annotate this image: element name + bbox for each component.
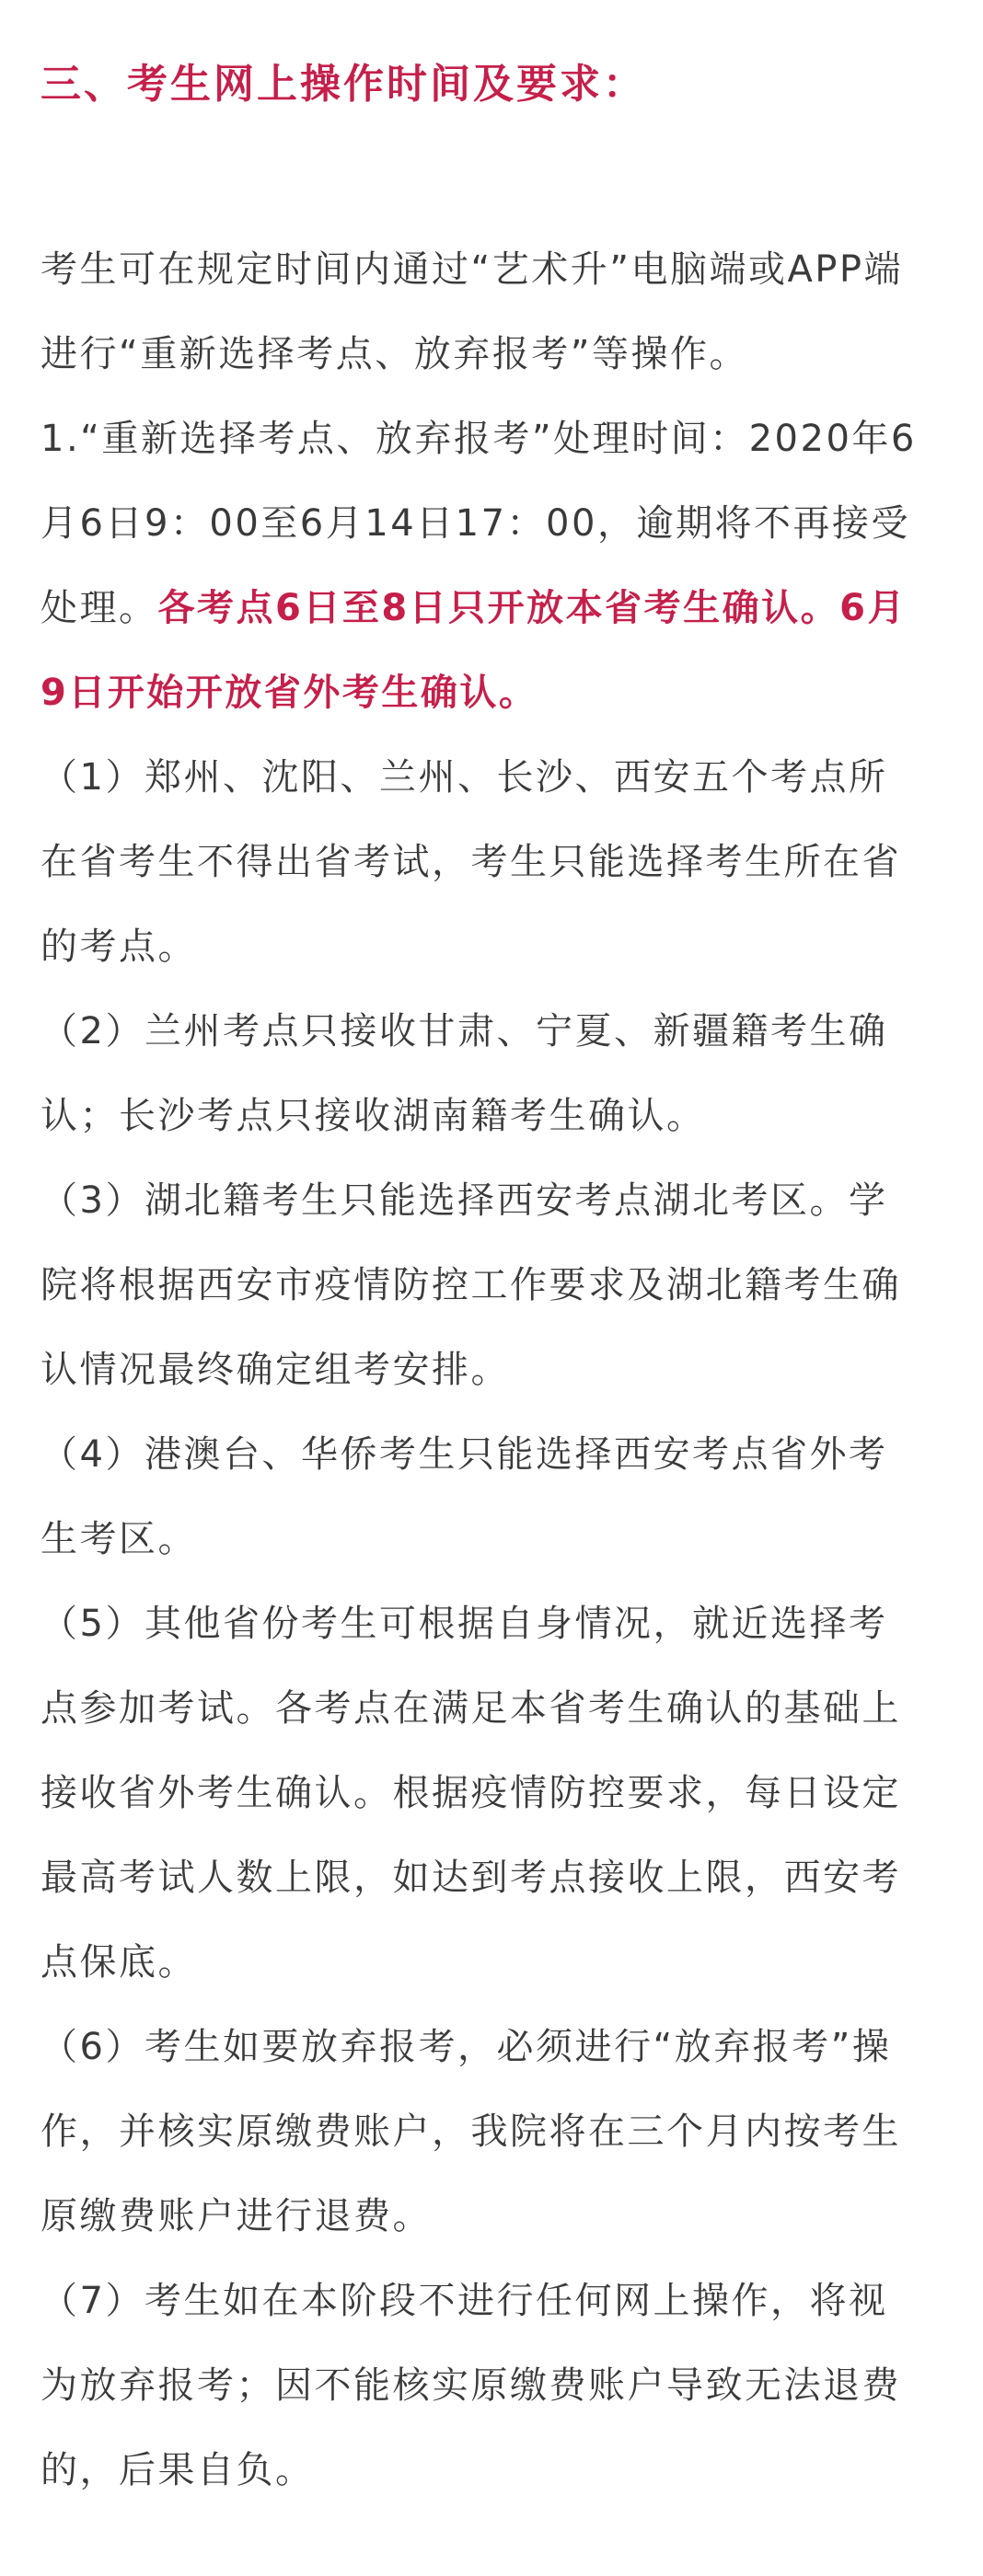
- intro-paragraph: [40, 227, 943, 397]
- section-body: [40, 227, 943, 2513]
- rule-4-line-2: 生考区。: [40, 1518, 197, 1560]
- rule-7-line-2: 为放弃报考；因不能核实原缴费账户导致无法退费: [40, 2364, 901, 2407]
- processing-line-2: 月6日9：00至6月14日17：00，逾期将不再接受: [40, 502, 910, 545]
- rule-5-line-5: 点保底。: [40, 1941, 197, 1984]
- rule-7-line-1: （7）考生如在本阶段不进行任何网上操作，将视: [40, 2280, 888, 2322]
- rule-5-line-1: （5）其他省份考生可根据自身情况，就近选择考: [40, 1603, 888, 1645]
- rule-1-line-3: 的考点。: [40, 926, 197, 968]
- rule-item-4: [40, 1412, 943, 1581]
- rule-2-line-2: 认；长沙考点只接收湖南籍考生确认。: [40, 1095, 706, 1137]
- rule-5-line-2: 点参加考试。各考点在满足本省考生确认的基础上: [40, 1687, 901, 1730]
- rule-3-line-2: 院将根据西安市疫情防控工作要求及湖北籍考生确: [40, 1264, 901, 1306]
- rule-5-line-3: 接收省外考生确认。根据疫情防控要求，每日设定: [40, 1772, 901, 1814]
- section-heading: 三、考生网上操作时间及要求：: [40, 61, 646, 108]
- processing-line-3-text: 处理。: [40, 587, 158, 629]
- intro-line-2: 进行“重新选择考点、放弃报考”等操作。: [40, 333, 748, 375]
- processing-line-1: 1.“重新选择考点、放弃报考”处理时间：2020年6: [40, 418, 917, 460]
- intro-line-1: 考生可在规定时间内通过“艺术升”电脑端或APP端: [40, 248, 904, 291]
- local-confirmation-notice: 各考点6日至8日只开放本省考生确认。6月: [157, 587, 907, 629]
- rule-3-line-3: 认情况最终确定组考安排。: [40, 1349, 510, 1391]
- rule-item-1: [40, 735, 943, 989]
- rule-3-line-1: （3）湖北籍考生只能选择西安考点湖北考区。学: [40, 1179, 888, 1222]
- rule-4-line-1: （4）港澳台、华侨考生只能选择西安考点省外考: [40, 1433, 888, 1476]
- rule-item-6: [40, 2005, 943, 2259]
- rule-6-line-1: （6）考生如要放弃报考，必须进行“放弃报考”操: [40, 2026, 892, 2068]
- processing-time-paragraph: [40, 397, 943, 735]
- rule-1-line-1: （1）郑州、沈阳、兰州、长沙、西安五个考点所: [40, 756, 888, 799]
- rule-2-line-1: （2）兰州考点只接收甘肃、宁夏、新疆籍考生确: [40, 1010, 888, 1052]
- rule-item-3: [40, 1158, 943, 1412]
- rule-item-2: [40, 989, 943, 1158]
- rule-6-line-3: 原缴费账户进行退费。: [40, 2195, 432, 2237]
- rule-1-line-2: 在省考生不得出省考试，考生只能选择考生所在省: [40, 841, 901, 883]
- rule-7-line-3: 的，后果自负。: [40, 2449, 315, 2491]
- rule-6-line-2: 作，并核实原缴费账户，我院将在三个月内按考生: [40, 2110, 901, 2153]
- rule-5-line-4: 最高考试人数上限，如达到考点接收上限，西安考: [40, 1857, 901, 1899]
- out-of-province-confirmation-notice: 9日开始开放省外考生确认。: [40, 672, 538, 714]
- rule-item-7: [40, 2259, 943, 2513]
- rule-item-5: [40, 1581, 943, 2005]
